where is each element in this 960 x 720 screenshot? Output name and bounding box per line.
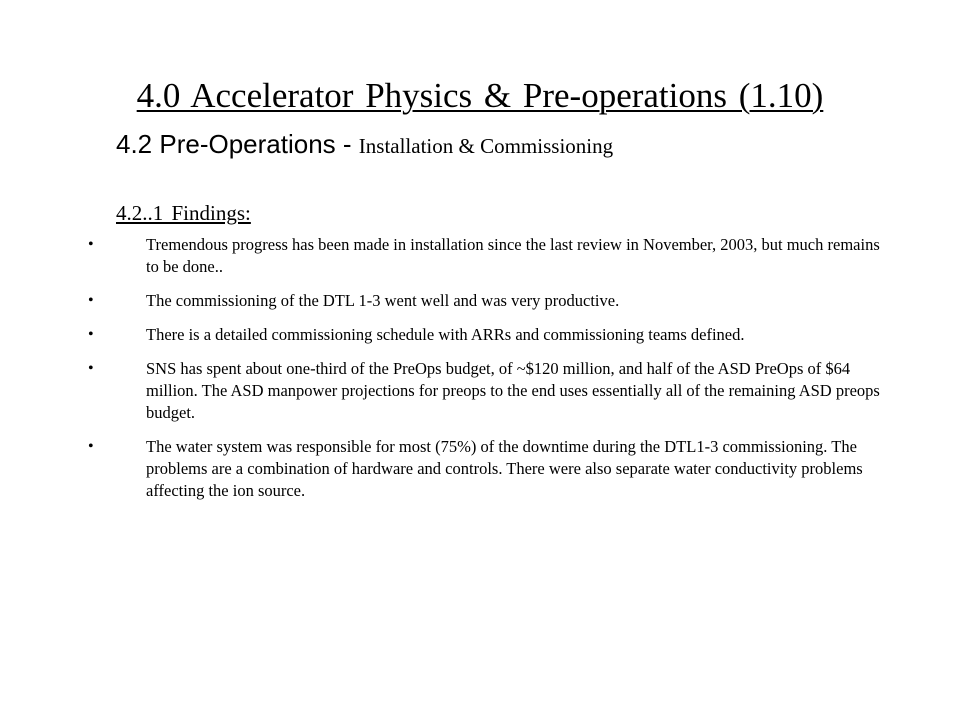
bullet-text: Tremendous progress has been made in installation since the last review in November, 2003, but much remains to be done.. — [146, 235, 880, 276]
bullet-text: SNS has spent about one-third of the PreOps budget, of ~$120 million, and half of the ASD PreOps of $64 million. The ASD manpower projections for preops to the end uses essentially all of the remaining ASD preops budget. — [146, 359, 880, 422]
bullet-text: The commissioning of the DTL 1-3 went well and was very productive. — [146, 291, 620, 310]
subtitle-detail: Installation & Commissioning — [358, 134, 614, 158]
findings-list — [0, 234, 960, 514]
list-item — [0, 234, 886, 278]
list-item — [0, 358, 886, 424]
list-item — [0, 290, 886, 312]
section-heading: 4.2..1 Findings: — [116, 201, 251, 225]
subtitle-main: 4.2 Pre-Operations - — [116, 129, 359, 159]
list-item — [0, 436, 886, 502]
bullet-icon: • — [88, 326, 94, 343]
slide-title: 4.0 Accelerator Physics & Pre-operations (1.10) — [136, 76, 824, 115]
slide-subtitle — [116, 124, 916, 166]
bullet-icon: • — [88, 292, 94, 309]
bullet-icon: • — [88, 438, 94, 455]
bullet-icon: • — [88, 360, 94, 377]
bullet-text: The water system was responsible for most (75%) of the downtime during the DTL1-3 commissioning. The problems are a combination of hardware and controls. There were also separate water conductivity problems affecting the ion source. — [146, 437, 863, 500]
bullet-icon: • — [88, 236, 94, 253]
bullet-text: There is a detailed commissioning schedule with ARRs and commissioning teams defined. — [146, 325, 745, 344]
list-item — [0, 324, 886, 346]
